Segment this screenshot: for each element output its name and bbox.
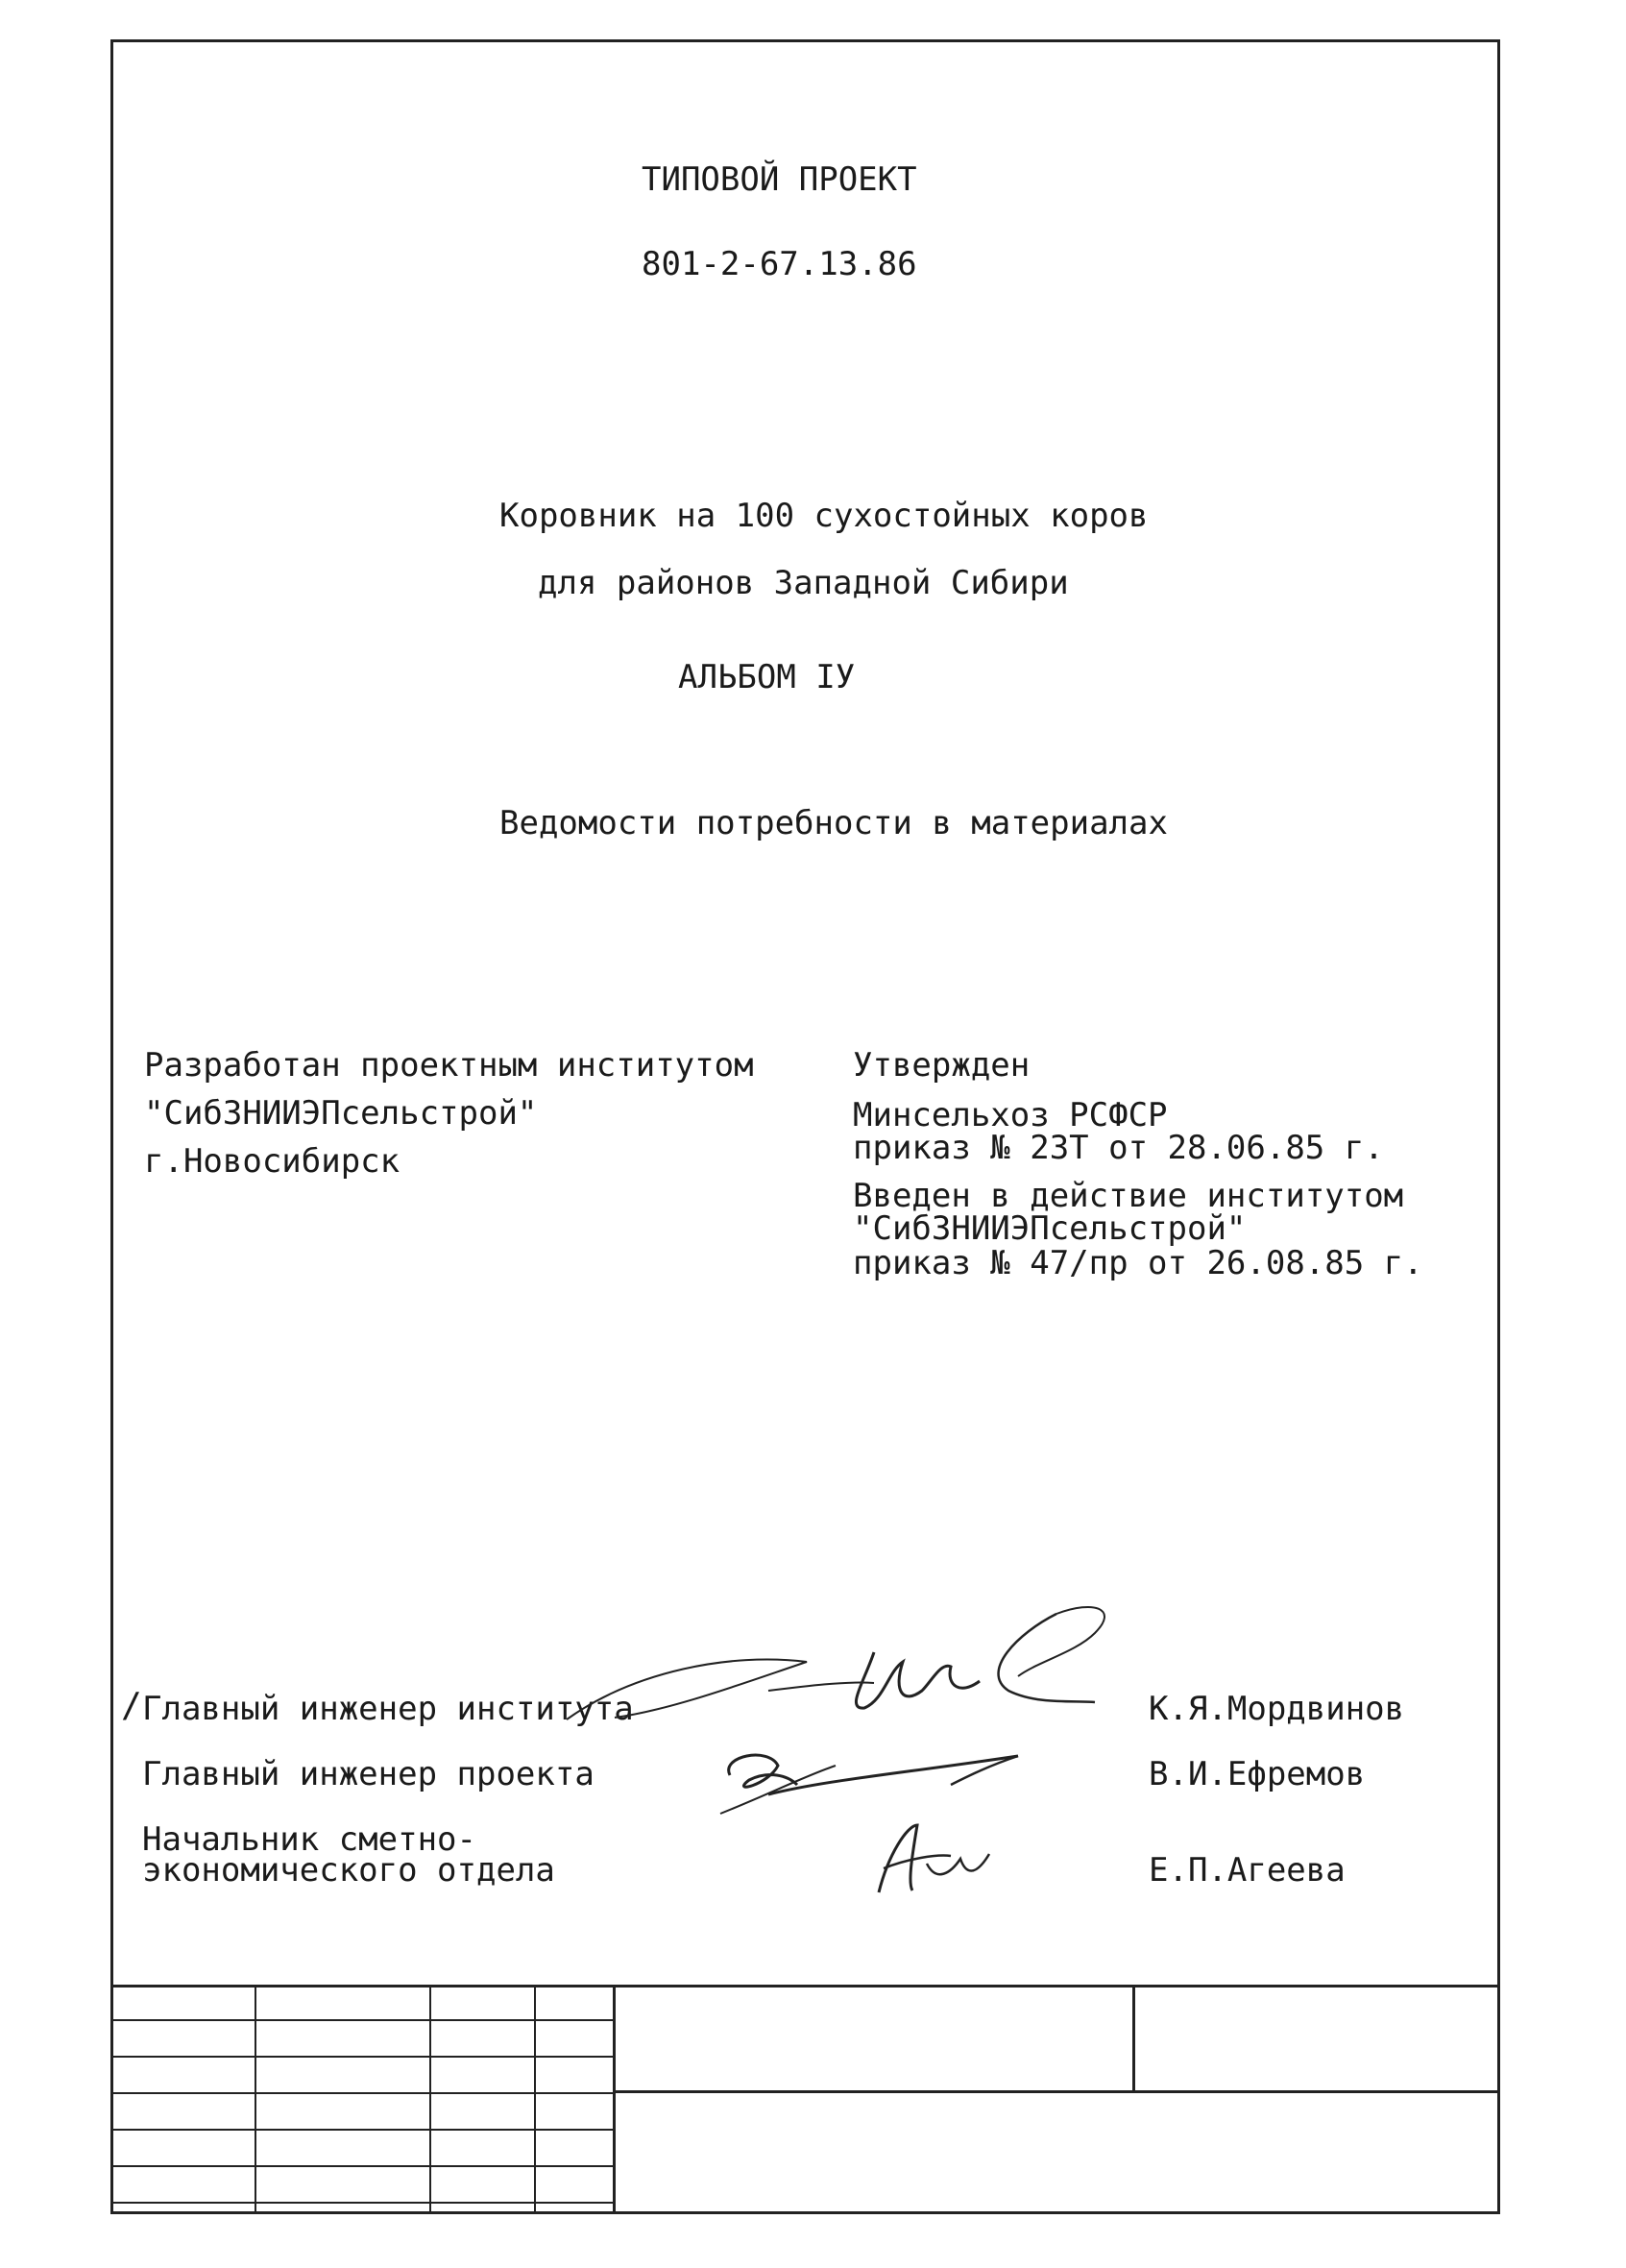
project-number: 801-2-67.13.86 — [642, 245, 917, 283]
estimate-dept-head-name: Е.П.Агеева — [1149, 1851, 1346, 1890]
approval-order: приказ № 23Т от 28.06.85 г. — [853, 1129, 1384, 1167]
signature-row-mark: / — [121, 1686, 142, 1725]
title-stamp-block — [110, 1985, 1500, 2214]
approval-ministry: Минсельхоз РСФСР — [853, 1096, 1168, 1134]
signature-mordvinov — [557, 1595, 1133, 1743]
developer-city: г.Новосибирск — [144, 1142, 400, 1181]
signature-ageeva — [869, 1816, 1004, 1906]
document-subtitle: Ведомости потребности в материалах — [499, 804, 1168, 842]
estimate-dept-head-role-line2: экономического отдела — [142, 1851, 555, 1890]
chief-engineer-project-name: В.И.Ефремов — [1149, 1755, 1366, 1793]
enactment-line: Введен в действие институтом — [853, 1177, 1404, 1215]
approval-heading: Утвержден — [853, 1046, 1031, 1085]
developer-institute: "СибЗНИИЭПсельстрой" — [144, 1094, 538, 1133]
estimate-dept-head-role-line1: Начальник сметно- — [142, 1820, 476, 1859]
enactment-institute: "СибЗНИИЭПсельстрой" — [853, 1209, 1247, 1248]
chief-engineer-institute-name: К.Я.Мордвинов — [1149, 1690, 1405, 1728]
document-title-line2: для районов Западной Сибири — [538, 564, 1069, 602]
chief-engineer-project-role: Главный инженер проекта — [142, 1755, 595, 1793]
album-number: АЛЬБОМ IУ — [678, 658, 856, 696]
document-title-line1: Коровник на 100 сухостойных коров — [499, 497, 1149, 535]
enactment-order: приказ № 47/пр от 26.08.85 г. — [853, 1244, 1423, 1282]
project-type-label: ТИПОВОЙ ПРОЕКТ — [642, 160, 917, 199]
chief-engineer-institute-role: Главный инженер института — [142, 1690, 634, 1728]
developer-line1: Разработан проектным институтом — [144, 1046, 754, 1085]
